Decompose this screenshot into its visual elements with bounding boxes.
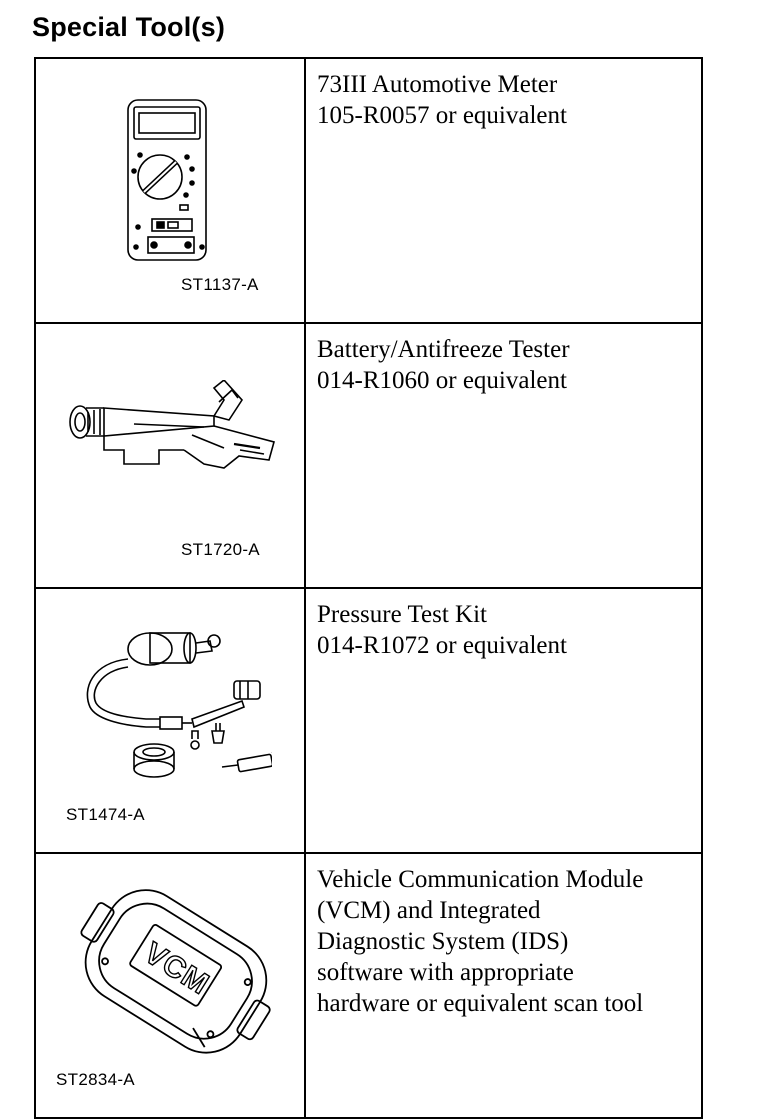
tool-part-number: 014-R1060 or equivalent: [317, 367, 567, 394]
tool-description-cell: [305, 853, 702, 1118]
table-row: [35, 58, 702, 323]
tool-image-cell: [35, 588, 305, 853]
battery-antifreeze-tester-illustration: [64, 380, 279, 480]
tool-name: 73III Automotive Meter: [317, 71, 558, 98]
tool-description-line: hardware or equivalent scan tool: [317, 990, 644, 1017]
tool-description-line: Vehicle Communication Module: [317, 866, 644, 893]
tool-description-cell: [305, 323, 702, 588]
table-row: [35, 853, 702, 1118]
tool-name: Pressure Test Kit: [317, 601, 487, 628]
tool-image-code: ST1474-A: [66, 805, 145, 824]
tool-description-line: software with appropriate: [317, 959, 574, 986]
tool-image-cell: [35, 58, 305, 323]
table-row: [35, 588, 702, 853]
tool-image-cell: [35, 853, 305, 1118]
tool-image-code: ST2834-A: [56, 1070, 135, 1089]
tool-image-code: ST1720-A: [181, 540, 260, 559]
vcm-label: VCM: [138, 936, 216, 1002]
page-title: Special Tool(s): [32, 12, 226, 42]
tool-image-code: ST1137-A: [181, 275, 259, 294]
vcm-module-illustration: [70, 882, 280, 1062]
pressure-test-kit-illustration: [72, 619, 272, 794]
special-tools-table: [34, 57, 703, 1119]
tool-image-cell: [35, 323, 305, 588]
tool-part-number: 105-R0057 or equivalent: [317, 102, 567, 129]
tool-part-number: 014-R1072 or equivalent: [317, 632, 567, 659]
tool-description-cell: [305, 58, 702, 323]
tool-name: Battery/Antifreeze Tester: [317, 336, 570, 363]
tool-description-cell: [305, 588, 702, 853]
tool-description-line: (VCM) and Integrated: [317, 897, 541, 924]
table-row: [35, 323, 702, 588]
tool-description-line: Diagnostic System (IDS): [317, 928, 569, 955]
automotive-meter-illustration: [124, 97, 214, 267]
